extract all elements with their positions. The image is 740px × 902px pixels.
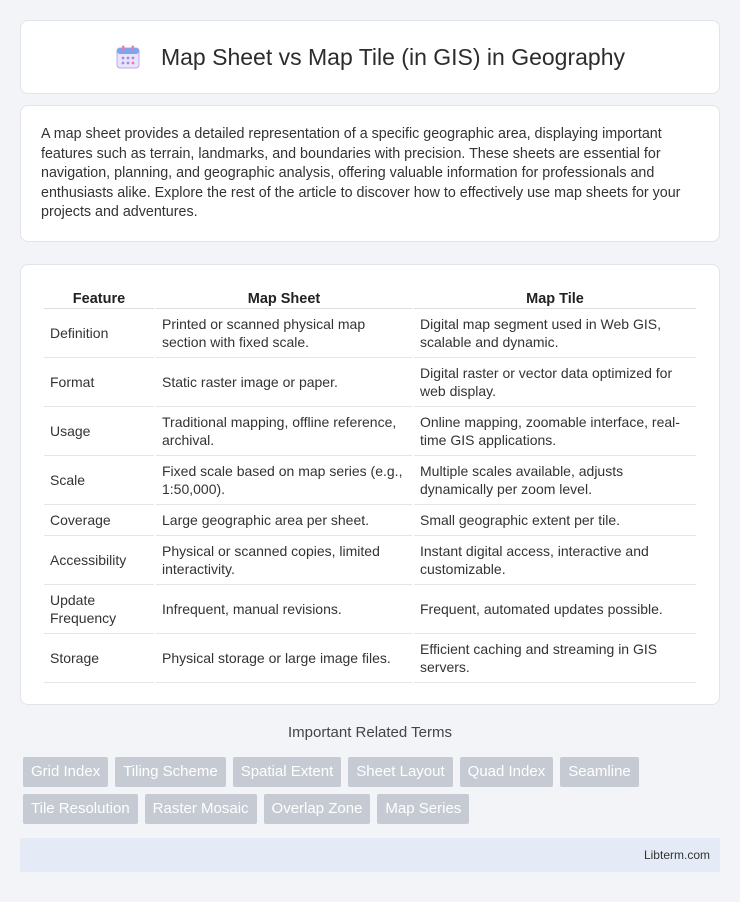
cell-map-sheet: Fixed scale based on map series (e.g., 1:50,000).: [156, 456, 412, 505]
intro-card: [20, 105, 720, 242]
header-map-tile: Map Tile: [414, 285, 696, 309]
cell-feature: Usage: [44, 407, 154, 456]
table-header-row: [44, 285, 696, 309]
table-row: [44, 505, 696, 536]
header-feature: Feature: [44, 285, 154, 309]
tag-spatial-extent[interactable]: Spatial Extent: [233, 757, 342, 787]
tag-raster-mosaic[interactable]: Raster Mosaic: [145, 794, 257, 824]
related-terms-tags: [23, 757, 723, 824]
table-row: [44, 536, 696, 585]
table-row: [44, 634, 696, 683]
table-row: [44, 309, 696, 358]
cell-feature: Scale: [44, 456, 154, 505]
cell-map-tile: Frequent, automated updates possible.: [414, 585, 696, 634]
footer-link[interactable]: Libterm.com: [643, 848, 710, 862]
calendar-icon: [115, 44, 141, 70]
page-title: Map Sheet vs Map Tile (in GIS) in Geography: [160, 43, 626, 70]
cell-map-sheet: Static raster image or paper.: [156, 358, 412, 407]
table-row: [44, 585, 696, 634]
cell-feature: Format: [44, 358, 154, 407]
intro-text: A map sheet provides a detailed representation of a specific geographic area, displaying important features such as terrain, landmarks, and boundaries with precision. These sheets are essential for navigation, planning, and geographic analysis, offering valuable information for professionals and enthusiasts alike. Explore the rest of the article to discover how to effectively use map sheets for your projects and adventures.: [41, 126, 681, 221]
cell-feature: Definition: [44, 309, 154, 358]
cell-feature: Update Frequency: [44, 585, 154, 634]
comparison-table-card: [20, 264, 720, 705]
cell-map-sheet: Physical storage or large image files.: [156, 634, 412, 683]
title-card: [20, 20, 720, 94]
cell-map-tile: Small geographic extent per tile.: [414, 505, 696, 536]
tag-grid-index[interactable]: Grid Index: [23, 757, 108, 787]
table-row: [44, 358, 696, 407]
tag-overlap-zone[interactable]: Overlap Zone: [264, 794, 371, 824]
cell-feature: Coverage: [44, 505, 154, 536]
cell-map-tile: Digital map segment used in Web GIS, scalable and dynamic.: [414, 309, 696, 358]
cell-map-tile: Efficient caching and streaming in GIS servers.: [414, 634, 696, 683]
footer: [20, 838, 720, 872]
tag-tile-resolution[interactable]: Tile Resolution: [23, 794, 138, 824]
table-row: [44, 407, 696, 456]
tag-map-series[interactable]: Map Series: [377, 794, 469, 824]
cell-map-sheet: Infrequent, manual revisions.: [156, 585, 412, 634]
cell-map-tile: Digital raster or vector data optimized for web display.: [414, 358, 696, 407]
cell-feature: Storage: [44, 634, 154, 683]
cell-feature: Accessibility: [44, 536, 154, 585]
related-terms-title: Important Related Terms: [288, 724, 452, 741]
cell-map-sheet: Physical or scanned copies, limited interactivity.: [156, 536, 412, 585]
tag-sheet-layout[interactable]: Sheet Layout: [348, 757, 452, 787]
cell-map-tile: Multiple scales available, adjusts dynamically per zoom level.: [414, 456, 696, 505]
tag-quad-index[interactable]: Quad Index: [460, 757, 554, 787]
header-map-sheet: Map Sheet: [156, 285, 412, 309]
tag-tiling-scheme[interactable]: Tiling Scheme: [115, 757, 225, 787]
cell-map-sheet: Large geographic area per sheet.: [156, 505, 412, 536]
tag-seamline[interactable]: Seamline: [560, 757, 639, 787]
cell-map-sheet: Printed or scanned physical map section with fixed scale.: [156, 309, 412, 358]
cell-map-tile: Online mapping, zoomable interface, real-time GIS applications.: [414, 407, 696, 456]
comparison-table: [42, 285, 698, 683]
table-row: [44, 456, 696, 505]
cell-map-tile: Instant digital access, interactive and customizable.: [414, 536, 696, 585]
cell-map-sheet: Traditional mapping, offline reference, archival.: [156, 407, 412, 456]
